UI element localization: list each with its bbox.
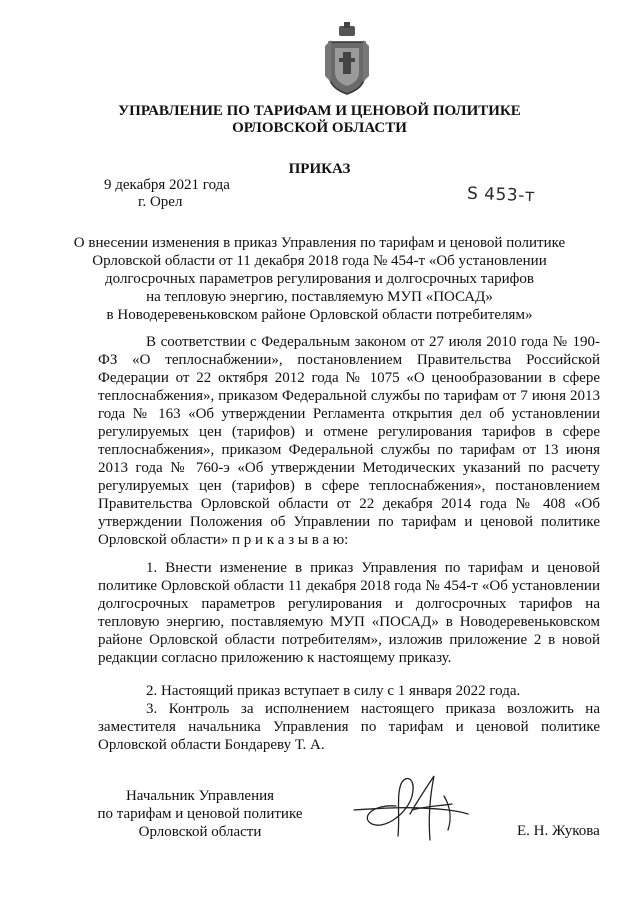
coat-of-arms-icon (325, 22, 369, 96)
subject-line: долгосрочных параметров регулирования и долгосрочных тарифов (105, 271, 534, 287)
position-line-2: по тарифам и ценовой политике (97, 806, 303, 822)
handwritten-signature-icon (352, 766, 472, 848)
subject-line: О внесении изменения в приказ Управления по тарифам и ценовой политике (73, 235, 566, 251)
subject-line: в Новодеревеньковском районе Орловской области потребителям» (106, 307, 533, 323)
position-line-1: Начальник Управления (125, 788, 275, 804)
subject-line: Орловской области от 11 декабря 2018 года № 454-т «Об установлении (92, 253, 547, 269)
document-subject (0, 234, 639, 324)
document-place: г. Орел (138, 194, 183, 210)
org-line-2: ОРЛОВСКОЙ ОБЛАСТИ (232, 120, 407, 136)
subject-line: на тепловую энергию, поставляемую МУП «ПОСАД» (146, 289, 493, 305)
position-line-3: Орловской области (138, 824, 262, 840)
order-item-1: 1. Внести изменение в приказ Управления по тарифам и ценовой политике Орловской области 11 декабря 2018 года № 454-т «Об установлении долгосрочных параметров регулирования и долгосрочных тарифов на тепловую энергию, поставляемую МУП «ПОСАД» в Новодеревеньковском районе Орловской области потребителям», изложив приложение 2 в новой редакции согласно приложению к настоящему приказу. (98, 560, 600, 666)
document-type: ПРИКАЗ (288, 161, 351, 177)
preamble-paragraph: В соответствии с Федеральным законом от 27 июля 2010 года № 190-ФЗ «О теплоснабжении», постановлением Правительства Российской Федерации от 22 октября 2012 года № 1075 «О ценообразовании в сфере теплоснабжения», приказом Федеральной службы по тарифам от 7 июня 2013 года № 163 «Об утверждении Регламента открытия дел об установлении регулируемых цен (тарифов) и отмене регулирования тарифов в сфере теплоснабжения», приказом Федеральной службы по тарифам от 13 июня 2013 года № 760-э «Об утверждении Методических указаний по расчету регулируемых цен (тарифов) в сфере теплоснабжения», постановлением Правительства Орловской области от 22 декабря 2014 года № 408 «Об утверждении Положения об Управлении по тарифам и ценовой политике Орловской области» п р и к а з ы в а ю: (98, 334, 600, 548)
signatory-name: Е. Н. Жукова (517, 823, 600, 839)
order-item-3: 3. Контроль за исполнением настоящего приказа возложить на заместителя начальника Управления по тарифам и ценовой политике Орловской области Бондареву Т. А. (98, 701, 600, 753)
order-item-2: 2. Настоящий приказ вступает в силу с 1 января 2022 года. (146, 683, 521, 699)
signatory-position (90, 787, 310, 841)
document-date: 9 декабря 2021 года (104, 177, 230, 193)
org-line-1: УПРАВЛЕНИЕ ПО ТАРИФАМ И ЦЕНОВОЙ ПОЛИТИКЕ (118, 103, 521, 119)
document-number: S 453-т (466, 183, 536, 207)
organization-name (0, 103, 639, 137)
